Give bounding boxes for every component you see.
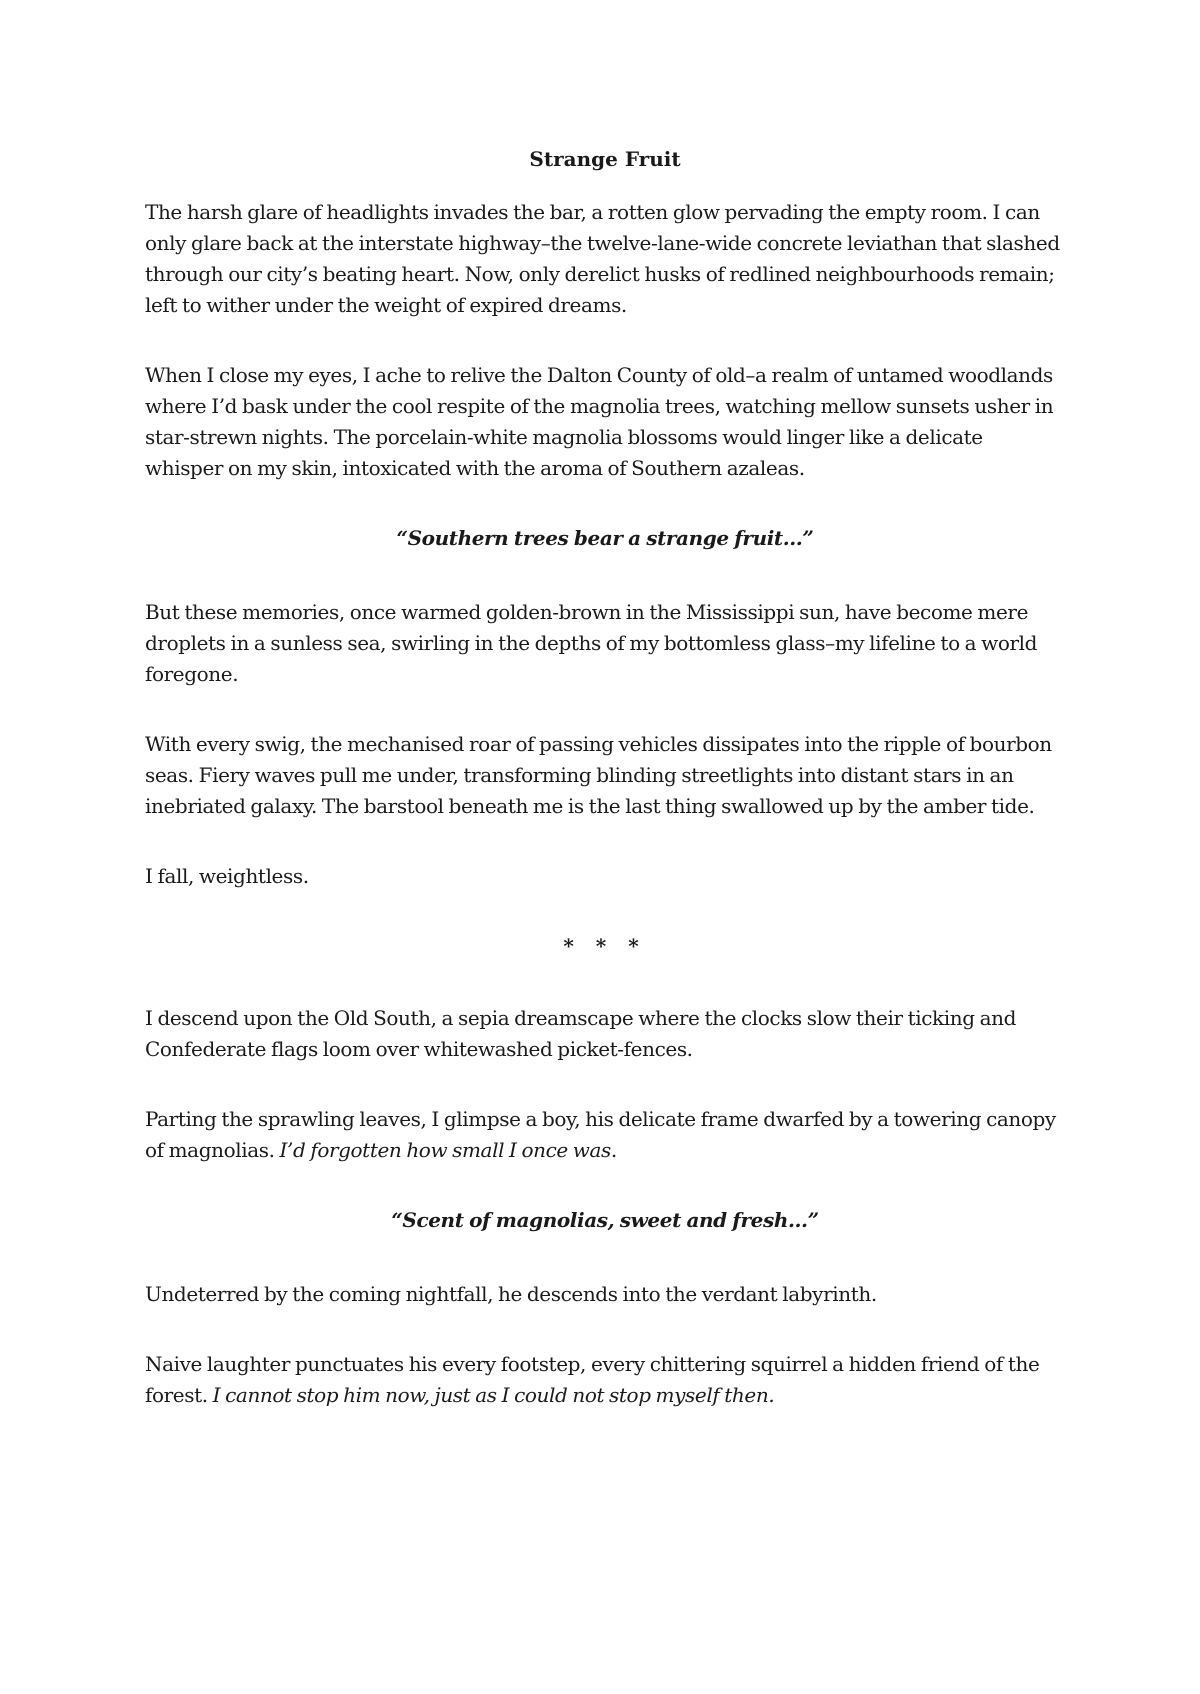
paragraph-9-italic: I cannot stop him now, just as I could not stop myself then. [212, 1383, 775, 1407]
paragraph-4: With every swig, the mechanised roar of passing vehicles dissipates into the ripple of bourbon seas. Fiery waves pull me under, transforming blinding streetlights into distant stars in an inebriated galaxy. The barstool beneath me is the last thing swallowed up by the amber tide. [145, 732, 1052, 818]
paragraph-2: When I close my eyes, I ache to relive the Dalton County of old–a realm of untamed woodlands where I’d bask under the cool respite of the magnolia trees, watching mellow sunsets usher in star-strewn nights. The porcelain-white magnolia blossoms would linger like a delicate whisper on my skin, intoxicated with the aroma of Southern azaleas. [145, 363, 1054, 480]
paragraph-3: But these memories, once warmed golden-brown in the Mississippi sun, have become mere droplets in a sunless sea, swirling in the depths of my bottomless glass–my lifeline to a world foregone. [145, 600, 1038, 686]
paragraph-7-end: . [610, 1138, 617, 1162]
paragraph-8: Undeterred by the coming nightfall, he descends into the verdant labyrinth. [145, 1282, 877, 1306]
paragraph-6: I descend upon the Old South, a sepia dreamscape where the clocks slow their ticking and Confederate flags loom over whitewashed picket-fences. [145, 1006, 1016, 1061]
paragraph-9-text: Naive laughter punctuates his every footstep, every chittering squirrel a hidden friend of the forest. [145, 1352, 1040, 1407]
lyric-quote-2: “Scent of magnolias, sweet and fresh…” [391, 1208, 819, 1232]
paragraph-7 [145, 1104, 1065, 1166]
scene-break: * * * [563, 934, 647, 958]
paragraph-9 [145, 1349, 1065, 1411]
paragraph-7-italic: I’d forgotten how small I once was [279, 1138, 611, 1162]
lyric-quote-1: “Southern trees bear a strange fruit…” [396, 526, 814, 550]
paragraph-7-text: Parting the sprawling leaves, I glimpse a boy, his delicate frame dwarfed by a towering canopy of magnolias. [145, 1107, 1056, 1162]
paragraph-5: I fall, weightless. [145, 864, 309, 888]
paragraph-1: The harsh glare of headlights invades the bar, a rotten glow pervading the empty room. I can only glare back at the interstate highway–the twelve-lane-wide concrete leviathan that slashed through our city’s beating heart. Now, only derelict husks of redlined neighbourhoods remain; left to wither under the weight of expired dreams. [145, 200, 1060, 317]
document-title: Strange Fruit [529, 147, 681, 171]
document-body [145, 144, 1065, 1450]
